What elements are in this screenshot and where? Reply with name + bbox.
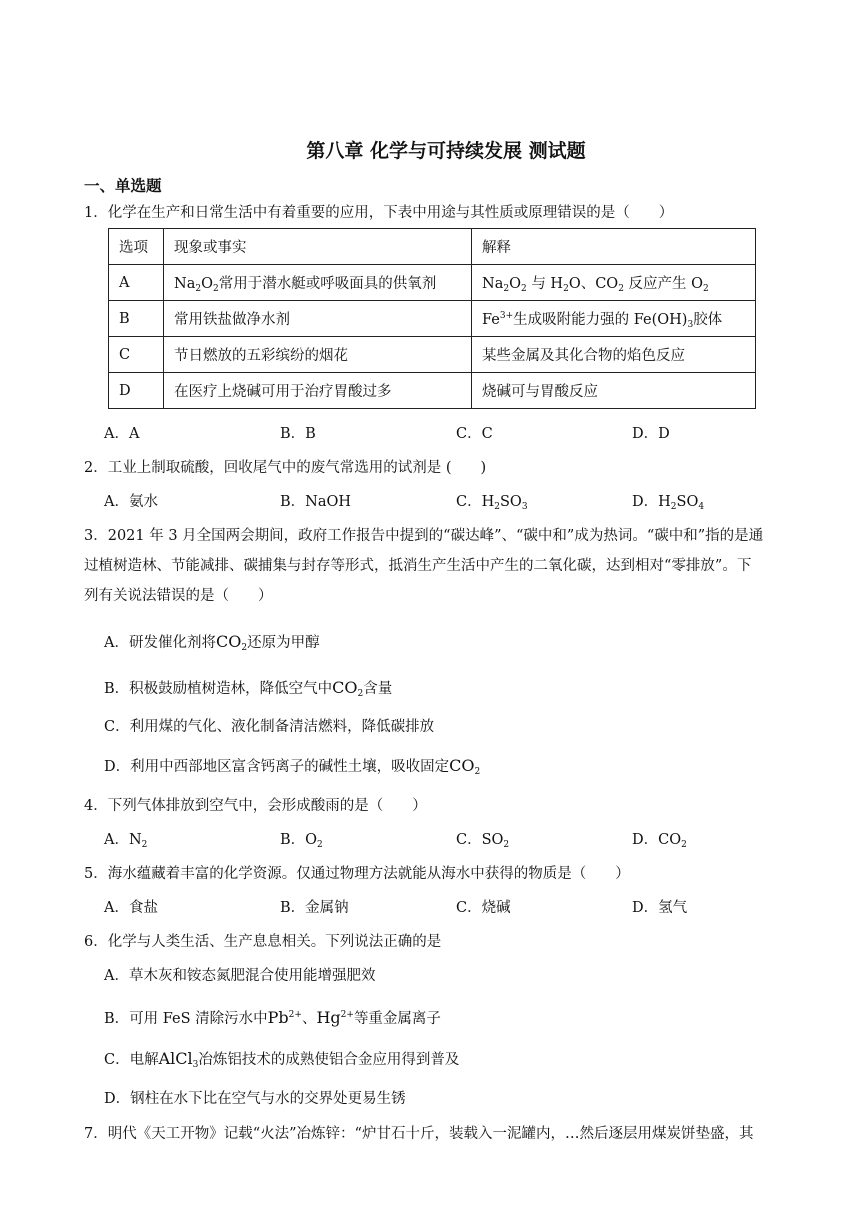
- option-b[interactable]: B．可用 FeS 清除污水中$Pb^{2+}$、$Hg^{2+}$等重金属离子: [104, 1008, 441, 1027]
- table-cell-explanation: $Fe^{3+}$生成吸附能力强的 $Fe(OH)_3$胶体: [472, 301, 756, 337]
- option-a[interactable]: A．$N_2$: [104, 832, 148, 850]
- option-a[interactable]: A．研发催化剂将$CO_2$还原为甲醇: [104, 632, 320, 653]
- table-cell-fact: 在医疗上烧碱可用于治疗胃酸过多: [164, 373, 472, 409]
- option-c[interactable]: C．$H_2SO_3$: [456, 494, 528, 512]
- question-5-options: [104, 898, 808, 918]
- question-2-options: [104, 492, 808, 517]
- option-b[interactable]: B．NaOH: [280, 494, 352, 510]
- table-row: [109, 301, 756, 337]
- option-b[interactable]: B．金属钠: [280, 900, 349, 916]
- question-1-stem: 1．化学在生产和日常生活中有着重要的应用，下表中用途与其性质或原理错误的是（ ）: [84, 205, 674, 221]
- question-6-stem: 6．化学与人类生活、生产息息相关。下列说法正确的是: [84, 934, 442, 950]
- question-5-stem: 5．海水蕴藏着丰富的化学资源。仅通过物理方法就能从海水中获得的物质是（ ）: [84, 866, 630, 882]
- table-cell-option: A: [109, 265, 164, 301]
- table-header: 选项: [109, 229, 164, 265]
- table-cell-fact: 常用铁盐做净水剂: [164, 301, 472, 337]
- option-a[interactable]: A．氨水: [104, 494, 158, 510]
- table-cell-explanation: 某些金属及其化合物的焰色反应: [472, 337, 756, 373]
- table-cell-explanation: 烧碱可与胃酸反应: [472, 373, 756, 409]
- option-d[interactable]: D．氢气: [632, 900, 688, 916]
- question-2-stem: 2．工业上制取硫酸，回收尾气中的废气常选用的试剂是 ( ): [84, 460, 487, 476]
- option-d[interactable]: D．钢柱在水下比在空气与水的交界处更易生锈: [104, 1091, 406, 1107]
- question-1-options: [104, 424, 808, 444]
- question-4-options: [104, 830, 808, 855]
- table-header: 解释: [472, 229, 756, 265]
- table-header: 现象或事实: [164, 229, 472, 265]
- question-3-stem-line-2: 过植树造林、节能减排、碳捕集与封存等形式，抵消生产生活中产生的二氧化碳，达到相对“零排放”。下: [84, 558, 752, 574]
- option-d[interactable]: D．利用中西部地区富含钙离子的碱性土壤，吸收固定$CO_2$: [104, 756, 481, 777]
- question-7-stem: 7．明代《天工开物》记载“火法”冶炼锌：“炉甘石十斤，装载入一泥罐内，…然后逐层用煤炭饼垫盛，其: [84, 1126, 754, 1142]
- table-cell-option: D: [109, 373, 164, 409]
- table-cell-fact: $Na_2O_2$常用于潜水艇或呼吸面具的供氧剂: [164, 265, 472, 301]
- question-3-stem-line-1: 3．2021 年 3 月全国两会期间，政府工作报告中提到的“碳达峰”、“碳中和”成为热词。“碳中和”指的是通: [84, 528, 764, 544]
- table-cell-option: B: [109, 301, 164, 337]
- question-4-stem: 4．下列气体排放到空气中，会形成酸雨的是（ ）: [84, 798, 427, 814]
- option-c[interactable]: C．$SO_2$: [456, 832, 510, 850]
- table-row: [109, 373, 756, 409]
- option-c[interactable]: C．利用煤的气化、液化制备清洁燃料，降低碳排放: [104, 719, 435, 735]
- option-c[interactable]: C．C: [456, 426, 493, 442]
- section-title: 一、单选题: [84, 177, 162, 195]
- table-row: [109, 337, 756, 373]
- question-1-table: [108, 228, 756, 409]
- table-cell-option: C: [109, 337, 164, 373]
- option-c[interactable]: C．电解AlCl$_3$冶炼铝技术的成熟使铝合金应用得到普及: [104, 1049, 460, 1070]
- option-b[interactable]: B．$O_2$: [280, 832, 323, 850]
- option-c[interactable]: C．烧碱: [456, 900, 511, 916]
- option-b[interactable]: B．积极鼓励植树造林，降低空气中$CO_2$含量: [104, 678, 393, 699]
- option-d[interactable]: D．$CO_2$: [632, 832, 687, 850]
- option-d[interactable]: D．$H_2SO_4$: [632, 494, 705, 512]
- table-row: [109, 265, 756, 301]
- table-cell-fact: 节日燃放的五彩缤纷的烟花: [164, 337, 472, 373]
- option-d[interactable]: D．D: [632, 426, 670, 442]
- option-b[interactable]: B．B: [280, 426, 316, 442]
- option-a[interactable]: A．草木灰和铵态氮肥混合使用能增强肥效: [104, 968, 376, 984]
- option-a[interactable]: A．食盐: [104, 900, 158, 916]
- table-header-row: [109, 229, 756, 265]
- option-a[interactable]: A．A: [104, 426, 140, 442]
- page-title: 第八章 化学与可持续发展 测试题: [306, 140, 586, 162]
- table-cell-explanation: $Na_2O_2$ 与 $H_2O$、$CO_2$ 反应产生 $O_2$: [472, 265, 756, 301]
- question-3-stem-line-3: 列有关说法错误的是（ ）: [84, 588, 273, 604]
